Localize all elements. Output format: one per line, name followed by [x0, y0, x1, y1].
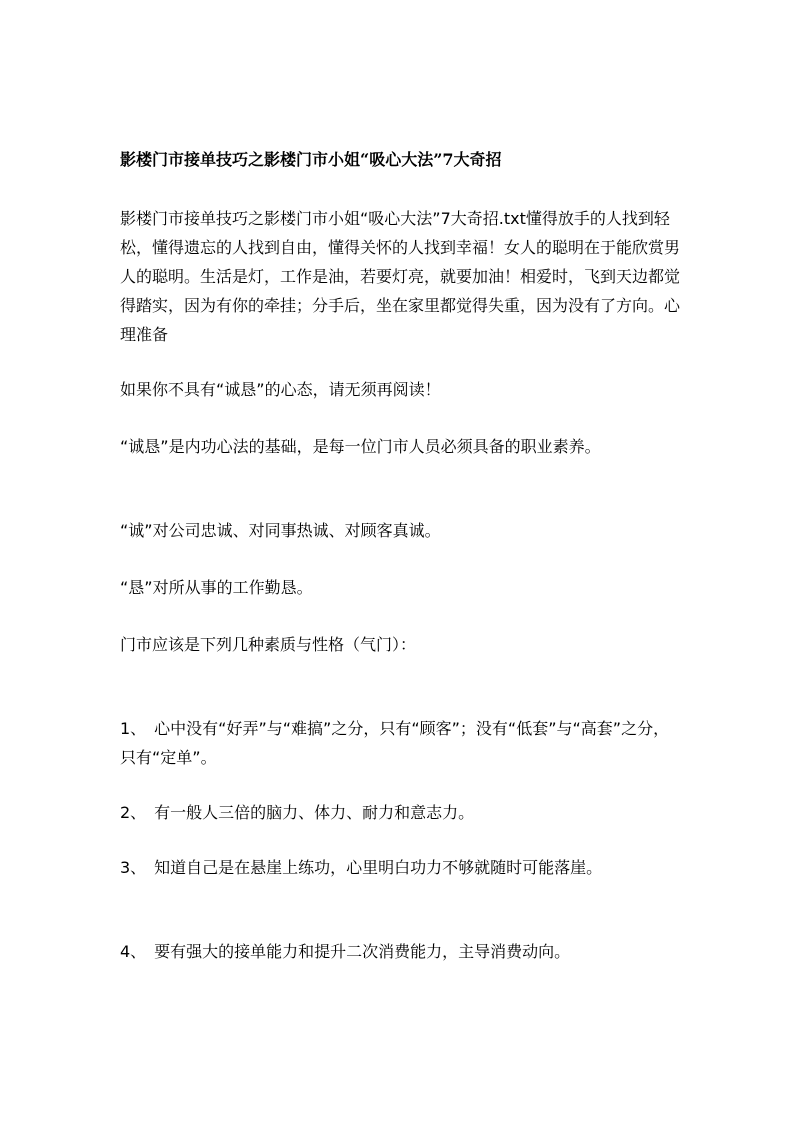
cheng-paragraph: “诚”对公司忠诚、对同事热诚、对顾客真诚。 [120, 521, 441, 540]
intro-paragraph: 影楼门市接单技巧之影楼门市小姐“吸心大法”7大奇招.txt懂得放手的人找到轻松，懂得遗忘的人找到自由，懂得关怀的人找到幸福！女人的聪明在于能欣赏男人的聪明。生活是灯，工作是油，若要灯亮，就要加油！相爱时，飞到天边都觉得踏实，因为有你的牵挂；分手后，坐在家里都觉得失重，因为没有了方向。心理准备 [120, 209, 681, 344]
list-item-3: 3、 知道自己是在悬崖上练功，心里明白功力不够就随时可能落崖。 [120, 858, 603, 877]
ken-paragraph: “恳”对所从事的工作勤恳。 [120, 578, 313, 597]
list-item-1: 1、 心中没有“好弄”与“难搞”之分，只有“顾客”；没有“低套”与“高套”之分，只有“定单”。 [120, 719, 670, 767]
list-item-2: 2、 有一般人三倍的脑力、体力、耐力和意志力。 [120, 803, 475, 822]
document-body [120, 148, 680, 966]
document-title: 影楼门市接单技巧之影楼门市小姐“吸心大法”7大奇招 [120, 150, 502, 169]
qualities-paragraph: 门市应该是下列几种素质与性格（气门）： [120, 635, 417, 654]
sincere-paragraph: “诚恳”是内功心法的基础，是每一位门市人员必须具备的职业素养。 [120, 437, 601, 456]
list-item-4: 4、 要有强大的接单能力和提升二次消费能力，主导消费动向。 [120, 942, 571, 961]
warning-paragraph: 如果你不具有“诚恳”的心态，请无须再阅读！ [120, 380, 441, 399]
